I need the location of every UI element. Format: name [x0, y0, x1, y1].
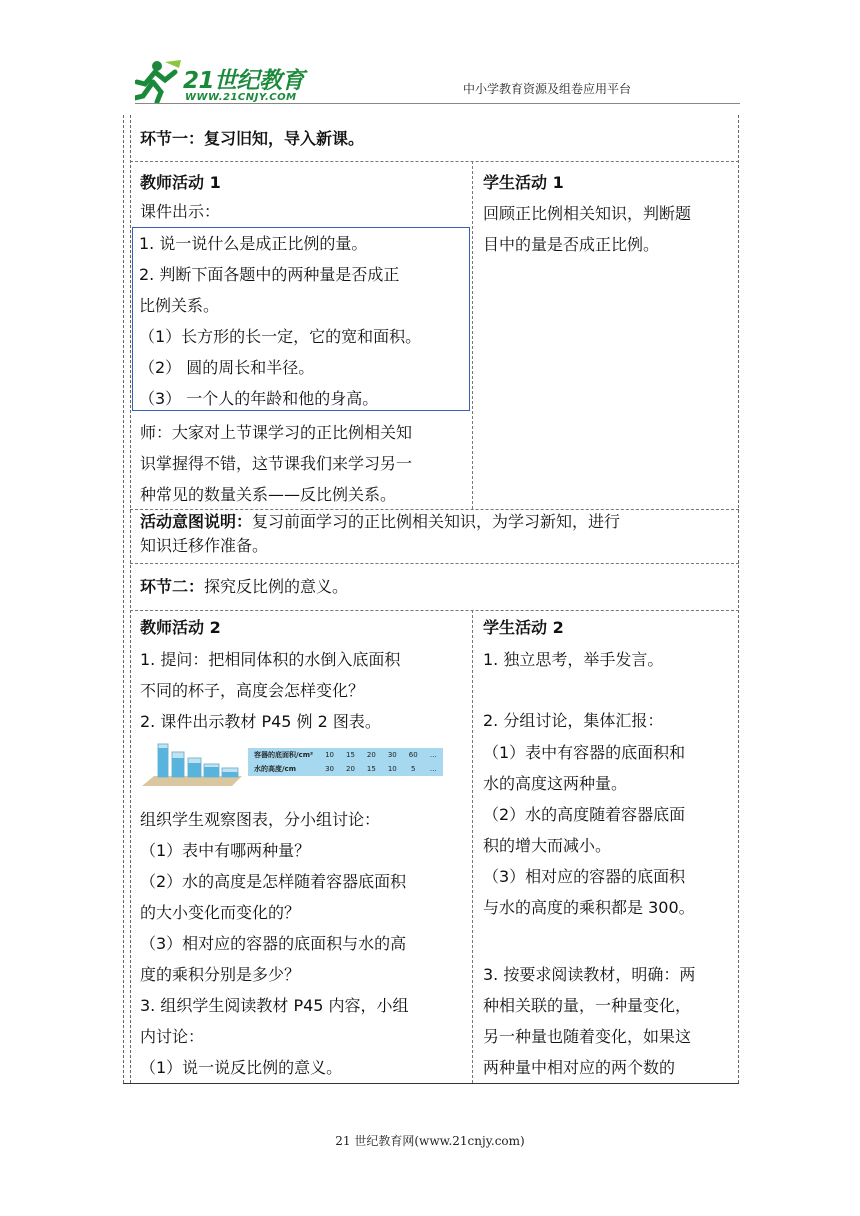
box-line: （1）长方形的长一定，它的宽和面积。: [139, 327, 422, 346]
student-text: 3. 按要求阅读教材，明确：两: [483, 965, 696, 984]
logo-text: 21世纪教育: [183, 68, 305, 94]
student-text: 积的增大而减小。: [483, 836, 612, 855]
platform-name: 中小学教育资源及组卷应用平台: [463, 82, 632, 96]
box-line: （2） 圆的周长和半径。: [139, 358, 315, 377]
table-cell: 60: [403, 748, 424, 762]
teacher-text: （1）说一说反比例的意义。: [140, 1058, 343, 1077]
table-cell: 10: [319, 748, 340, 762]
header-divider: [135, 103, 740, 104]
student-text: 2. 分组讨论，集体汇报：: [483, 711, 664, 730]
teacher-activity-1-title: 教师活动 1: [140, 173, 221, 192]
teacher-text: 组织学生观察图表，分小组讨论：: [140, 810, 381, 829]
teacher-text: 种常见的数量关系——反比例关系。: [140, 485, 397, 504]
example-data-table: [248, 748, 443, 776]
student-text: 另一种量也随着变化，如果这: [483, 1027, 692, 1046]
example-figure: [142, 740, 462, 790]
courseware-box: [132, 227, 470, 411]
section1-heading-row: [130, 115, 739, 162]
logo-url: WWW.21CNJY.COM: [185, 92, 297, 103]
section2-heading-row: [130, 563, 739, 611]
teacher-text: 度的乘积分别是多少？: [140, 965, 301, 984]
intent-line-2: 知识迁移作准备。: [140, 536, 269, 555]
table-row: [248, 748, 443, 762]
box-line: 比例关系。: [139, 296, 220, 315]
student-text: 与水的高度的乘积都是 300。: [483, 898, 695, 917]
table-cell: 20: [361, 748, 382, 762]
student-text: 回顾正比例相关知识，判断题: [483, 204, 692, 223]
teacher-text: 1. 提问：把相同体积的水倒入底面积: [140, 650, 401, 669]
table-cell: 30: [319, 762, 340, 776]
student-text: （2）水的高度随着容器底面: [483, 805, 686, 824]
teacher-text: 3. 组织学生阅读教材 P45 内容，小组: [140, 996, 409, 1015]
section2-heading-label: 环节二：: [140, 577, 205, 596]
table-cell: …: [424, 762, 443, 776]
student-text: 目中的量是否成正比例。: [483, 235, 660, 254]
runner-icon: [135, 58, 183, 104]
table-cell: 5: [403, 762, 424, 776]
teacher-text: （2）水的高度是怎样随着容器底面积: [140, 872, 407, 891]
section2-heading-text: 探究反比例的意义。: [204, 577, 349, 596]
teacher-text: 不同的杯子，高度会怎样变化？: [140, 681, 365, 700]
table-cell: 10: [382, 762, 403, 776]
intent-label: 活动意图说明：: [140, 512, 253, 531]
student-text: 水的高度这两种量。: [483, 774, 628, 793]
box-line: 2. 判断下面各题中的两种量是否成正: [139, 265, 400, 284]
column-divider: [472, 610, 473, 1083]
section1-heading: 环节一：复习旧知，导入新课。: [140, 129, 365, 148]
student-text: 种相关联的量，一种量变化，: [483, 996, 692, 1015]
border-left: [123, 115, 124, 1083]
teacher-text: 内讨论：: [140, 1027, 205, 1046]
student-activity-2-title: 学生活动 2: [483, 618, 564, 637]
teacher-text: 师：大家对上节课学习的正比例相关知: [140, 423, 413, 442]
intent-text: 复习前面学习的正比例相关知识，为学习新知，进行: [252, 512, 621, 531]
student-text: （1）表中有容器的底面积和: [483, 743, 686, 762]
student-activity-1-title: 学生活动 1: [483, 173, 564, 192]
cups-illustration: [142, 742, 242, 788]
table-cell: 15: [340, 748, 361, 762]
student-text: （3）相对应的容器的底面积: [483, 867, 686, 886]
column-divider: [472, 161, 473, 509]
page-footer: 21 世纪教育网(www.21cnjy.com): [335, 1134, 525, 1148]
table-row: [248, 762, 443, 776]
section2-body-row: [130, 610, 739, 1083]
table-row-label: 容器的底面积/cm²: [248, 748, 319, 762]
page-header: [0, 0, 860, 110]
table-bottom-border: [123, 1083, 739, 1084]
box-line: 1. 说一说什么是成正比例的量。: [139, 234, 368, 253]
site-logo[interactable]: [135, 58, 320, 106]
intent-row: [130, 509, 739, 564]
teacher-activity-2-title: 教师活动 2: [140, 618, 221, 637]
table-cell: …: [424, 748, 443, 762]
teacher-intro: 课件出示：: [140, 202, 221, 221]
student-text: 两种量中相对应的两个数的: [483, 1058, 676, 1077]
teacher-text: 2. 课件出示教材 P45 例 2 图表。: [140, 712, 381, 731]
table-cell: 15: [361, 762, 382, 776]
teacher-text: （1）表中有哪两种量？: [140, 841, 311, 860]
section2-heading: [140, 571, 348, 602]
section1-body-row: [130, 161, 739, 510]
table-row-label: 水的高度/cm: [248, 762, 319, 776]
teacher-text: 的大小变化而变化的？: [140, 903, 301, 922]
teacher-text: （3）相对应的容器的底面积与水的高: [140, 934, 407, 953]
teacher-text: 识掌握得不错，这节课我们来学习另一: [140, 454, 413, 473]
table-cell: 20: [340, 762, 361, 776]
student-text: 1. 独立思考，举手发言。: [483, 650, 664, 669]
box-line: （3） 一个人的年龄和他的身高。: [139, 389, 379, 408]
lesson-table: [123, 115, 739, 1083]
table-cell: 30: [382, 748, 403, 762]
